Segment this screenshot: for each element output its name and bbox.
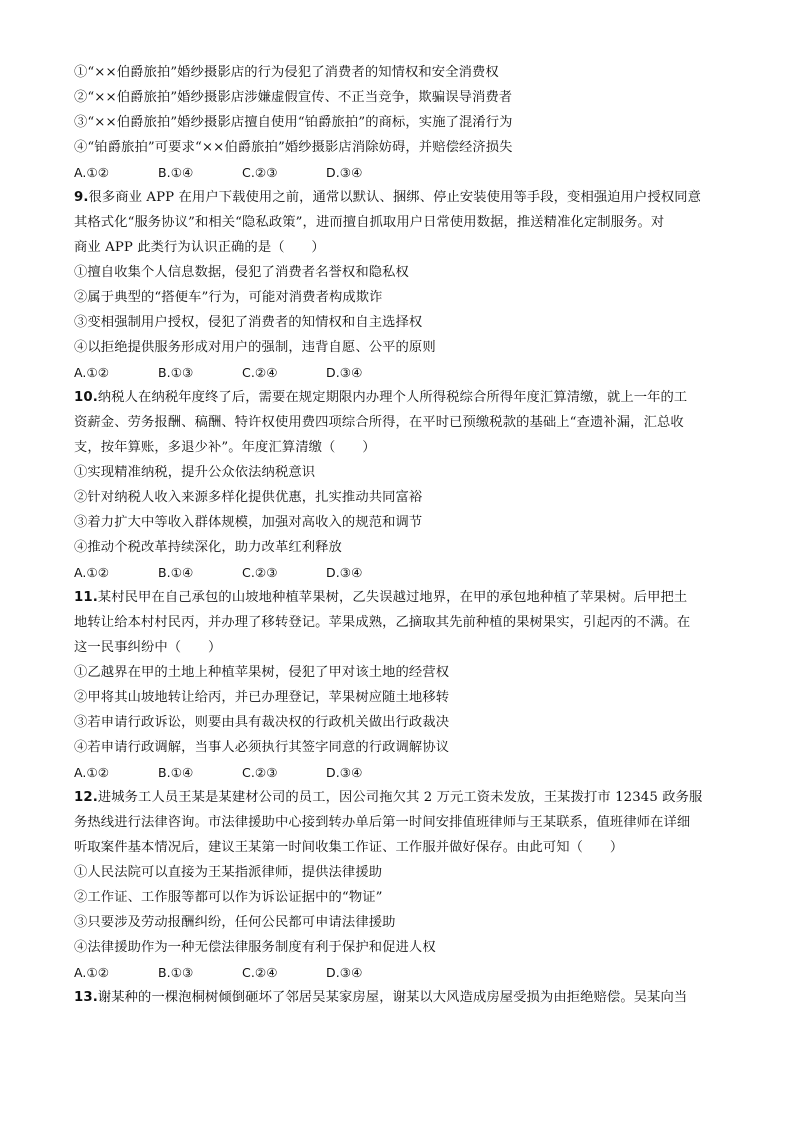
q9-stem-line-2: 其格式化“服务协议”和相关“隐私政策”，进而擅自抓取用户日常使用数据，推送精准化定制服务。对 [74,215,665,230]
q9-number: 9. [74,190,89,205]
q10-option-d: D.③④ [326,565,363,580]
q9-stem-line-3: 商业 APP 此类行为认识正确的是（ ） [74,240,325,255]
q9-option-c: C.②④ [242,365,278,380]
q11-number: 11. [74,590,98,605]
q8-option-d: D.③④ [326,165,363,180]
q12-stem-line-1 [74,789,734,807]
q8-statement-3: ③“××伯爵旅拍”婚纱摄影店擅自使用“铂爵旅拍”的商标，实施了混淆行为 [74,115,513,130]
q8-option-a: A.①② [74,165,110,180]
q11-statement-2: ②甲将其山坡地转让给丙，并已办理登记，苹果树应随土地移转 [74,690,450,705]
q12-stem-text-1: 进城务工人员王某是某建材公司的员工，因公司拖欠其 2 万元工资未发放，王某拨打市 12345 政务服 [97,790,703,805]
q9-statement-2: ②属于典型的“搭便车”行为，可能对消费者构成欺诈 [74,290,383,305]
q12-option-a: A.①② [74,965,110,980]
q9-stem-text-1: 很多商业 APP 在用户下载使用之前，通常以默认、捆绑、停止安装使用等手段，变相强迫用户授权同意 [88,190,702,205]
q12-statement-1: ①人民法院可以直接为王某指派律师，提供法律援助 [74,865,383,880]
q12-statement-3: ③只要涉及劳动报酬纠纷，任何公民都可申请法律援助 [74,915,396,930]
q9-statement-1: ①擅自收集个人信息数据，侵犯了消费者名誉权和隐私权 [74,265,409,280]
q10-option-a: A.①② [74,565,110,580]
q12-statement-4: ④法律援助作为一种无偿法律服务制度有利于保护和促进人权 [74,940,436,955]
q11-stem-line-1 [74,589,734,607]
q13-stem-line-1 [74,989,734,1007]
q12-stem-line-2: 务热线进行法律咨询。市法律援助中心接到转办单后第一时间安排值班律师与王某联系，值班律师在详细 [74,815,691,830]
q8-statement-2: ②“××伯爵旅拍”婚纱摄影店涉嫌虚假宣传、不正当竞争，欺骗误导消费者 [74,90,513,105]
q10-stem-line-3: 支，按年算账，多退少补”。年度汇算清缴（ ） [74,440,376,455]
q10-options [74,564,734,582]
q9-statement-3: ③变相强制用户授权，侵犯了消费者的知情权和自主选择权 [74,315,423,330]
q11-stem-line-2: 地转让给本村村民丙，并办理了移转登记。苹果成熟，乙摘取其先前种植的果树果实，引起丙的不满。在 [74,615,691,630]
q9-option-a: A.①② [74,365,110,380]
q12-option-c: C.②④ [242,965,278,980]
q11-statement-1: ①乙越界在甲的土地上种植苹果树，侵犯了甲对该土地的经营权 [74,665,450,680]
q11-stem-line-3: 这一民事纠纷中（ ） [74,640,222,655]
q11-option-d: D.③④ [326,765,363,780]
q10-statement-1: ①实现精准纳税，提升公众依法纳税意识 [74,465,316,480]
q11-statement-3: ③若申请行政诉讼，则要由具有裁决权的行政机关做出行政裁决 [74,715,450,730]
q12-option-d: D.③④ [326,965,363,980]
q11-stem-text-1: 某村民甲在自己承包的山坡地种植苹果树，乙失误越过地界，在甲的承包地种植了苹果树。后甲把土 [97,590,688,605]
q11-option-a: A.①② [74,765,110,780]
q10-stem-text-1: 纳税人在纳税年度终了后，需要在规定期限内办理个人所得税综合所得年度汇算清缴，就上一年的工 [97,390,688,405]
q10-option-b: B.①④ [158,565,194,580]
q9-options [74,364,734,382]
q10-number: 10. [74,390,98,405]
q10-stem-line-2: 资薪金、劳务报酬、稿酬、特许权使用费四项综合所得，在平时已预缴税款的基础上“查遗补漏，汇总收 [74,415,684,430]
q11-option-c: C.②③ [242,765,278,780]
q10-statement-4: ④推动个税改革持续深化，助力改革红利释放 [74,540,342,555]
q12-options [74,964,734,982]
q10-statement-2: ②针对纳税人收入来源多样化提供优惠，扎实推动共同富裕 [74,490,423,505]
q10-option-c: C.②③ [242,565,278,580]
q12-number: 12. [74,790,98,805]
q11-option-b: B.①④ [158,765,194,780]
q13-number: 13. [74,990,98,1005]
q11-statement-4: ④若申请行政调解，当事人必须执行其签字同意的行政调解协议 [74,740,450,755]
q9-option-b: B.①③ [158,365,194,380]
q12-option-b: B.①③ [158,965,194,980]
q8-option-c: C.②③ [242,165,278,180]
q9-statement-4: ④以拒绝提供服务形成对用户的强制，违背自愿、公平的原则 [74,340,436,355]
q8-options [74,164,734,182]
q9-option-d: D.③④ [326,365,363,380]
q12-stem-line-3: 听取案件基本情况后，建议王某第一时间收集工作证、工作服并做好保存。由此可知（ ） [74,840,624,855]
q8-statement-1: ①“××伯爵旅拍”婚纱摄影店的行为侵犯了消费者的知情权和安全消费权 [74,65,499,80]
q8-statement-4: ④“铂爵旅拍”可要求“××伯爵旅拍”婚纱摄影店消除妨碍，并赔偿经济损失 [74,140,513,155]
q9-stem-line-1 [74,189,734,207]
q13-stem-text-1: 谢某种的一棵泡桐树倾倒砸坏了邻居吴某家房屋，谢某以大风造成房屋受损为由拒绝赔偿。吴某向当 [97,990,688,1005]
q11-options [74,764,734,782]
q10-stem-line-1 [74,389,734,407]
q12-statement-2: ②工作证、工作服等都可以作为诉讼证据中的“物证” [74,890,383,905]
q10-statement-3: ③着力扩大中等收入群体规模，加强对高收入的规范和调节 [74,515,423,530]
q8-option-b: B.①④ [158,165,194,180]
